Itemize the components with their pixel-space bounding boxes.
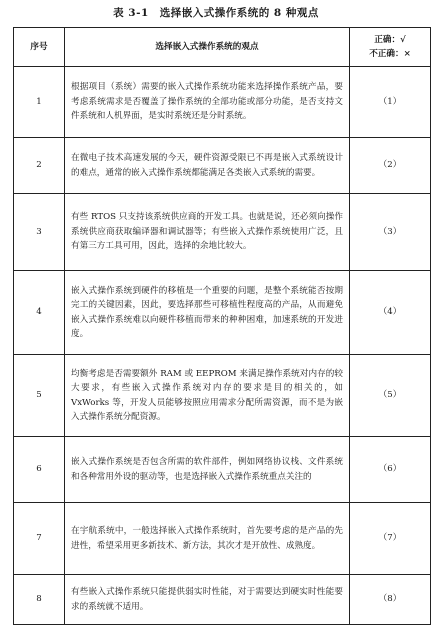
table-row bbox=[14, 575, 431, 625]
table-caption: 表 3-1 选择嵌入式操作系统的 8 种观点 bbox=[113, 7, 319, 19]
row-answer-blank: （2） bbox=[350, 138, 431, 194]
row-answer-blank: （4） bbox=[350, 271, 431, 355]
row-answer-blank: （7） bbox=[350, 503, 431, 575]
row-viewpoint: 有些 RTOS 只支持该系统供应商的开发工具。也就是说，还必须向操作系统供应商获取编译器和调试器等；有些嵌入式操作系统使用广泛，且有第三方工具可用，因此，选择的余地比较大。 bbox=[65, 194, 350, 271]
header-incorrect: 不正确：× bbox=[369, 49, 411, 59]
row-viewpoint: 有些嵌入式操作系统只能提供弱实时性能，对于需要达到硬实时性能要求的系统就不适用。 bbox=[65, 575, 350, 625]
row-answer-blank: （3） bbox=[350, 194, 431, 271]
row-number: 6 bbox=[14, 437, 65, 503]
table-row bbox=[14, 67, 431, 138]
table-row bbox=[14, 437, 431, 503]
table-row bbox=[14, 194, 431, 271]
table-header-row bbox=[14, 28, 431, 67]
row-viewpoint: 均衡考虑是否需要额外 RAM 或 EEPROM 来满足操作系统对内存的较大要求，有些嵌入式操作系统对内存的要求是目的相关的，如 VxWorks 等，开发人员能够按照应用需求分配所需资源，而不是为嵌入式操作系统分配资源。 bbox=[65, 355, 350, 437]
row-viewpoint: 在微电子技术高速发展的今天，硬件资源受限已不再是嵌入式系统设计的难点，通常的嵌入式操作系统都能满足各类嵌入式系统的需要。 bbox=[65, 138, 350, 194]
row-viewpoint: 根据项目（系统）需要的嵌入式操作系统功能来选择操作系统产品，要考虑系统需求是否覆盖了操作系统的全部功能或部分功能，是否支持文件系统和人机界面，是实时系统还是分时系统。 bbox=[65, 67, 350, 138]
row-number: 3 bbox=[14, 194, 65, 271]
row-answer-blank: （8） bbox=[350, 575, 431, 625]
row-answer-blank: （1） bbox=[350, 67, 431, 138]
table-row bbox=[14, 138, 431, 194]
header-view: 选择嵌入式操作系统的观点 bbox=[65, 28, 350, 67]
header-correct: 正确：√ bbox=[374, 35, 406, 45]
row-answer-blank: （5） bbox=[350, 355, 431, 437]
row-number: 7 bbox=[14, 503, 65, 575]
row-viewpoint: 嵌入式操作系统是否包含所需的软件部件，例如网络协议栈、文件系统和各种常用外设的驱动等，也是选择嵌入式操作系统重点关注的 bbox=[65, 437, 350, 503]
row-number: 1 bbox=[14, 67, 65, 138]
table-row bbox=[14, 355, 431, 437]
row-number: 5 bbox=[14, 355, 65, 437]
table-row bbox=[14, 503, 431, 575]
row-number: 2 bbox=[14, 138, 65, 194]
row-number: 8 bbox=[14, 575, 65, 625]
row-number: 4 bbox=[14, 271, 65, 355]
viewpoints-table bbox=[13, 27, 431, 625]
row-answer-blank: （6） bbox=[350, 437, 431, 503]
table-row bbox=[14, 271, 431, 355]
header-judgement bbox=[350, 28, 431, 67]
row-viewpoint: 嵌入式操作系统到硬件的移植是一个重要的问题，是整个系统能否按期完工的关键因素，因此，要选择那些可移植性程度高的产品，从而避免嵌入式操作系统难以向硬件移植而带来的种种困难，加速系统的开发进度。 bbox=[65, 271, 350, 355]
row-viewpoint: 在宇航系统中，一般选择嵌入式操作系统时，首先要考虑的是产品的先进性，希望采用更多新技术、新方法，其次才是开放性、成熟度。 bbox=[65, 503, 350, 575]
header-num: 序号 bbox=[14, 28, 65, 67]
